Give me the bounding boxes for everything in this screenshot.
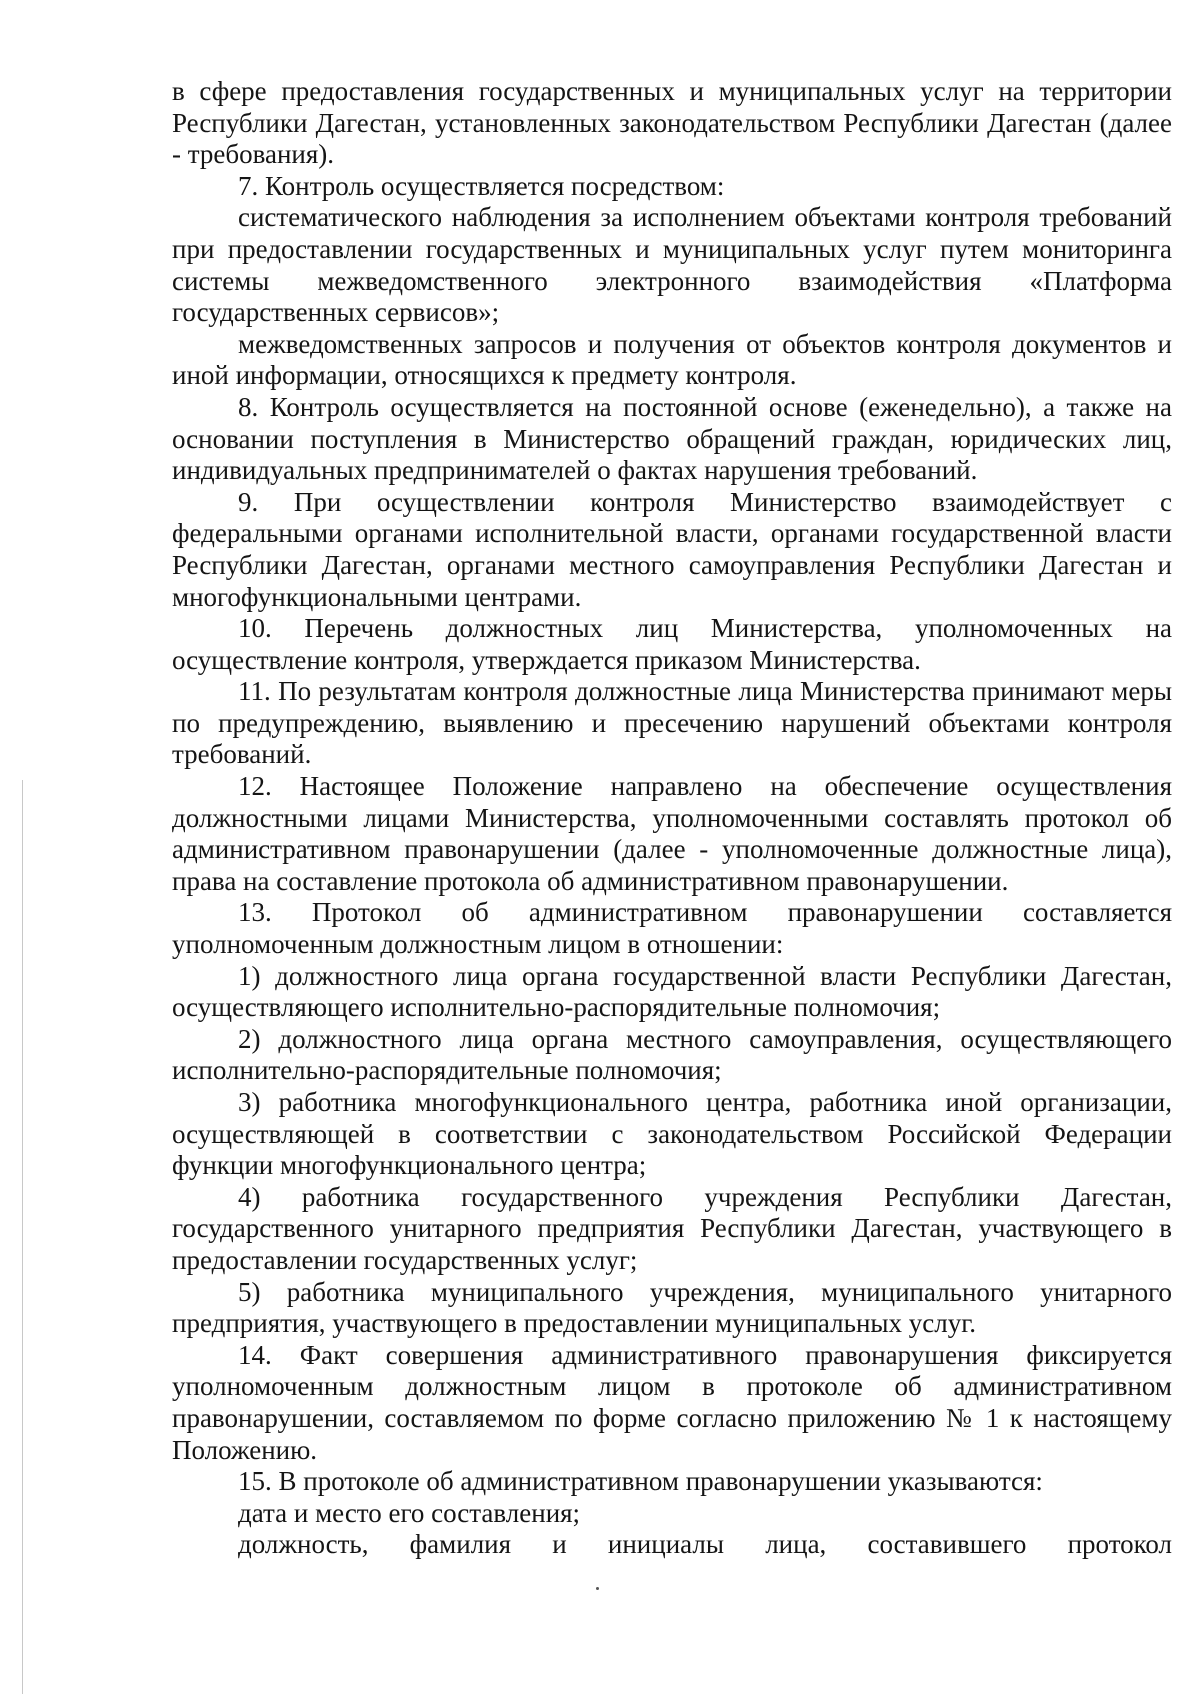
paragraph: 12. Настоящее Положение направлено на обеспечение осуществления должностными лицами Министерства, уполномоченными составлять протокол об административном правонарушении (далее - уполномоченные должностные лица), права на составление протокола об административном правонарушении.	[172, 771, 1172, 896]
paragraph: межведомственных запросов и получения от объектов контроля документов и иной информации, относящихся к предмету контроля.	[172, 328, 1172, 391]
paragraph: 13. Протокол об административном правонарушении составляется уполномоченным должностным лицом в отношении:	[172, 897, 1172, 960]
paragraph: 15. В протоколе об административном правонарушении указываются:	[238, 1466, 1043, 1497]
paragraph: систематического наблюдения за исполнением объектами контроля требований при предоставлении государственных и муниципальных услуг путем мониторинга системы межведомственного электронного взаимодействия «Платформа государственных сервисов»;	[172, 202, 1172, 328]
paragraph: 8. Контроль осуществляется на постоянной основе (еженедельно), а также на основании поступления в Министерство обращений граждан, юридических лиц, индивидуальных предпринимателей о фактах нарушения требований.	[172, 391, 1172, 486]
paragraph: 3) работника многофункционального центра, работника иной организации, осуществляющей в соответствии с законодательством Российской Федерации функции многофункционального центра;	[172, 1087, 1172, 1181]
paragraph: должность, фамилия и инициалы лица, составившего протокол	[238, 1529, 1172, 1560]
paragraph: 7. Контроль осуществляется посредством:	[238, 170, 725, 201]
paragraph: 4) работника государственного учреждения Республики Дагестан, государственного унитарного предприятия Республики Дагестан, участвующего в предоставлении государственных услуг;	[172, 1181, 1172, 1275]
paragraph: 5) работника муниципального учреждения, муниципального унитарного предприятия, участвующего в предоставлении муниципальных услуг.	[172, 1276, 1172, 1339]
paragraph: 11. По результатам контроля должностные лица Министерства принимают меры по предупреждению, выявлению и пресечению нарушений объектами контроля требований.	[172, 676, 1172, 770]
scan-speck	[596, 1587, 599, 1590]
paragraph: 9. При осуществлении контроля Министерство взаимодействует с федеральными органами исполнительной власти, органами государственной власти Республики Дагестан, органами местного самоуправления Республики Дагестан и многофункциональными центрами.	[172, 486, 1172, 612]
scan-edge-line	[22, 780, 23, 1694]
paragraph: 10. Перечень должностных лиц Министерства, уполномоченных на осуществление контроля, утверждается приказом Министерства.	[172, 613, 1172, 675]
paragraph: 1) должностного лица органа государственной власти Республики Дагестан, осуществляющего исполнительно-распорядительные полномочия;	[172, 960, 1172, 1023]
paragraph: дата и место его составления;	[238, 1497, 581, 1528]
paragraph: в сфере предоставления государственных и муниципальных услуг на территории Республики Дагестан, установленных законодательством Республики Дагестан (далее - требования).	[172, 76, 1172, 170]
paragraph: 2) должностного лица органа местного самоуправления, осуществляющего исполнительно-распорядительные полномочия;	[172, 1023, 1172, 1086]
paragraph: 14. Факт совершения административного правонарушения фиксируется уполномоченным должностным лицом в протоколе об административном правонарушении, составляемом по форме согласно приложению № 1 к настоящему Положению.	[172, 1339, 1172, 1465]
document-body	[172, 76, 1172, 1561]
